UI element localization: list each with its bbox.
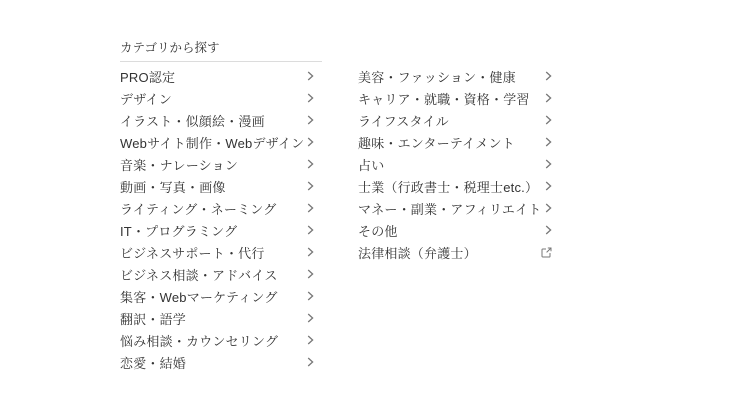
category-label: 美容・ファッション・健康	[358, 69, 516, 85]
category-item-left-8[interactable]	[120, 241, 322, 263]
category-item-right-6[interactable]	[358, 197, 560, 219]
category-label: その他	[358, 223, 398, 239]
chevron-right-icon	[545, 225, 552, 235]
chevron-right-icon	[307, 269, 314, 279]
category-item-right-4[interactable]	[358, 153, 560, 175]
category-label: 士業（行政書士・税理士etc.）	[358, 179, 539, 195]
category-column-left	[120, 65, 322, 373]
category-browser	[120, 41, 560, 373]
category-label: 趣味・エンターテイメント	[358, 135, 515, 151]
chevron-right-icon	[545, 203, 552, 213]
category-label: 占い	[358, 157, 385, 173]
external-link-icon	[541, 247, 552, 258]
category-item-left-10[interactable]	[120, 285, 322, 307]
chevron-right-icon	[307, 93, 314, 103]
category-item-left-12[interactable]	[120, 329, 322, 351]
chevron-right-icon	[307, 181, 314, 191]
category-label: 動画・写真・画像	[120, 179, 226, 195]
category-label: 翻訳・語学	[120, 311, 187, 327]
category-label: ビジネス相談・アドバイス	[120, 267, 278, 283]
chevron-right-icon	[307, 357, 314, 367]
chevron-right-icon	[545, 93, 552, 103]
chevron-right-icon	[307, 159, 314, 169]
category-item-right-1[interactable]	[358, 87, 560, 109]
category-item-left-0[interactable]	[120, 65, 322, 87]
category-item-right-2[interactable]	[358, 109, 560, 131]
category-item-left-4[interactable]	[120, 153, 322, 175]
section-title: カテゴリから探す	[120, 41, 322, 62]
chevron-right-icon	[307, 203, 314, 213]
chevron-right-icon	[307, 291, 314, 301]
category-label: キャリア・就職・資格・学習	[358, 91, 530, 107]
category-label: 音楽・ナレーション	[120, 157, 239, 173]
chevron-right-icon	[307, 115, 314, 125]
category-label: 悩み相談・カウンセリング	[120, 333, 279, 349]
category-item-left-3[interactable]	[120, 131, 322, 153]
category-label: ライティング・ネーミング	[120, 201, 277, 217]
category-columns	[120, 65, 560, 373]
chevron-right-icon	[307, 313, 314, 323]
category-label: 集客・Webマーケティング	[120, 289, 278, 305]
category-item-left-7[interactable]	[120, 219, 322, 241]
category-item-left-5[interactable]	[120, 175, 322, 197]
chevron-right-icon	[545, 159, 552, 169]
chevron-right-icon	[307, 71, 314, 81]
chevron-right-icon	[307, 247, 314, 257]
category-item-left-6[interactable]	[120, 197, 322, 219]
category-label: 恋愛・結婚	[120, 355, 187, 371]
chevron-right-icon	[307, 137, 314, 147]
category-item-right-8[interactable]	[358, 241, 560, 263]
category-item-left-13[interactable]	[120, 351, 322, 373]
category-column-right	[358, 65, 560, 373]
category-label: デザイン	[120, 91, 172, 107]
category-item-left-2[interactable]	[120, 109, 322, 131]
chevron-right-icon	[307, 335, 314, 345]
category-item-right-7[interactable]	[358, 219, 560, 241]
category-label: IT・プログラミング	[120, 223, 238, 239]
category-label: Webサイト制作・Webデザイン	[120, 135, 305, 151]
category-item-right-0[interactable]	[358, 65, 560, 87]
category-item-left-1[interactable]	[120, 87, 322, 109]
category-item-left-11[interactable]	[120, 307, 322, 329]
category-item-left-9[interactable]	[120, 263, 322, 285]
category-item-right-5[interactable]	[358, 175, 560, 197]
category-label: PRO認定	[120, 69, 176, 85]
category-label: ライフスタイル	[358, 113, 449, 129]
category-label: ビジネスサポート・代行	[120, 245, 265, 261]
category-item-right-3[interactable]	[358, 131, 560, 153]
chevron-right-icon	[545, 137, 552, 147]
chevron-right-icon	[545, 181, 552, 191]
chevron-right-icon	[545, 115, 552, 125]
category-label: 法律相談（弁護士）	[358, 245, 477, 261]
category-label: マネー・副業・アフィリエイト	[358, 201, 542, 217]
chevron-right-icon	[307, 225, 314, 235]
chevron-right-icon	[545, 71, 552, 81]
category-label: イラスト・似顔絵・漫画	[120, 113, 265, 129]
